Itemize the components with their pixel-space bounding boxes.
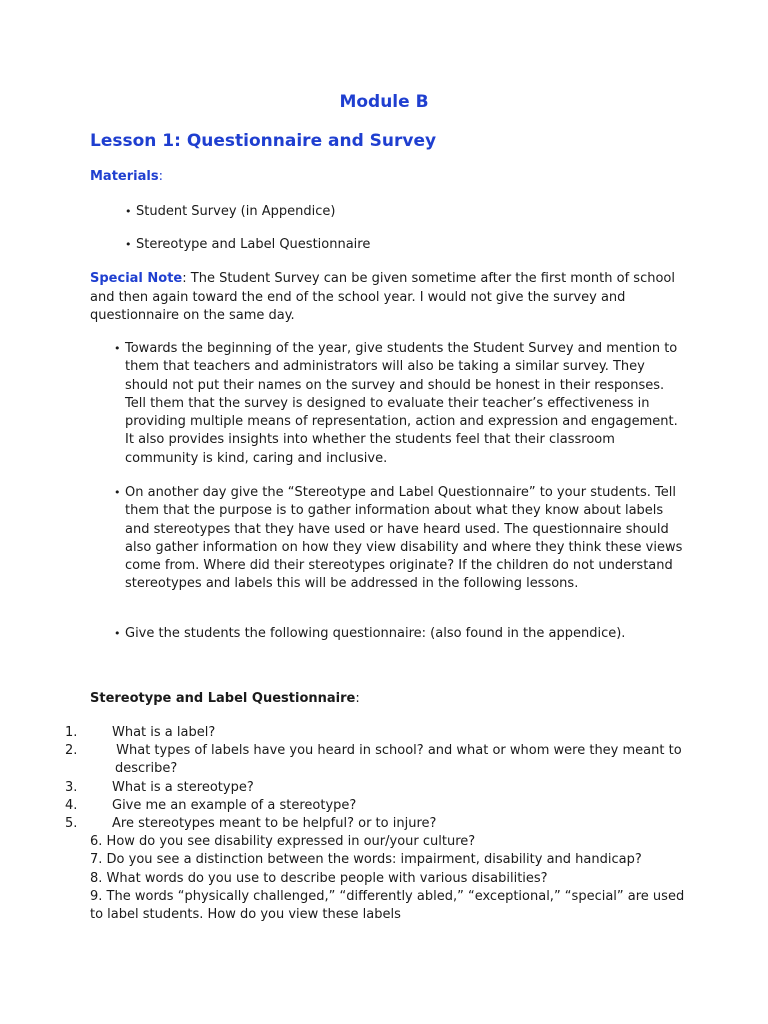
question-number: 3. [65,779,78,795]
questionnaire-heading-text: Stereotype and Label Questionnaire [90,691,356,706]
materials-heading [90,169,163,184]
bullet-icon: • [114,342,121,355]
question-item [90,870,690,888]
materials-item [125,204,335,219]
instruction-step [114,484,684,594]
materials-item-text: Stereotype and Label Questionnaire [136,237,371,252]
questionnaire-heading [90,691,360,706]
question-text: What is a label? [112,725,216,740]
lesson-title: Lesson 1: Questionnaire and Survey [90,131,437,151]
question-item [90,833,690,851]
instruction-step [114,625,684,643]
question-text: The words “physically challenged,” “differently abled,” “exceptional,” “special” are used to label students. How do you view these labels [90,888,685,923]
question-text: Do you see a distinction between the words: impairment, disability and handicap? [106,852,642,868]
question-text: What is a stereotype? [112,779,254,795]
materials-item [125,237,370,252]
question-number: 5. [65,816,78,832]
question-text: Give me an example of a stereotype? [112,797,357,813]
bullet-icon: • [125,205,132,218]
question-item [90,888,690,924]
special-note [90,270,690,326]
bullet-icon: • [125,238,132,251]
question-number: 6. [90,834,103,850]
module-title: Module B [339,92,429,112]
question-number: 7. [90,852,103,868]
question-number: 2. [65,743,78,759]
special-note-text: : The Student Survey can be given sometime after the first month of school and then again toward the end of the school year. I would not give the survey and questionnaire on the same day. [90,271,675,323]
instruction-step-text: On another day give the “Stereotype and Label Questionnaire” to your students. Tell them that the purpose is to gather information about what they know about labels and stereotypes that they have used or have heard used. The questionnaire should also gather information on how they view disability and where they think these views come from. Where did their stereotypes originate? If the children do not understand stereotypes and labels this will be addressed in the following lessons. [125,485,683,592]
instruction-step-text: Give the students the following questionnaire: (also found in the appendice). [125,626,626,641]
question-number: 1. [65,725,78,740]
bullet-icon: • [114,627,121,640]
instruction-step [114,340,684,468]
question-number: 8. [90,870,103,886]
question-item [65,779,690,797]
question-item [90,851,690,869]
materials-label: Materials [90,169,159,184]
bullet-icon: • [114,486,121,499]
question-text: Are stereotypes meant to be helpful? or to injure? [112,816,437,832]
question-item [65,724,690,742]
question-number: 4. [65,797,78,813]
question-item [65,797,690,815]
question-text: How do you see disability expressed in our/your culture? [106,834,476,850]
special-note-label: Special Note [90,271,183,286]
materials-item-text: Student Survey (in Appendice) [136,204,336,219]
question-number: 9. [90,888,103,904]
instruction-step-text: Towards the beginning of the year, give students the Student Survey and mention to them that teachers and administrators will also be taking a similar survey. They should not put their names on the survey and should be honest in their responses. Tell them that the survey is designed to evaluate their teacher’s effectiveness in providing multiple means of representation, action and expression and engagement. It also provides insights into whether the students feel that their classroom community is kind, caring and inclusive. [125,341,678,466]
question-text: What types of labels have you heard in school? and what or whom were they meant to describe? [112,743,682,777]
question-text: What words do you use to describe people with various disabilities? [106,870,548,886]
question-item [65,815,690,833]
materials-colon: : [158,169,163,184]
question-item [65,742,690,778]
questionnaire-list [65,724,690,924]
questionnaire-heading-colon: : [355,691,360,706]
